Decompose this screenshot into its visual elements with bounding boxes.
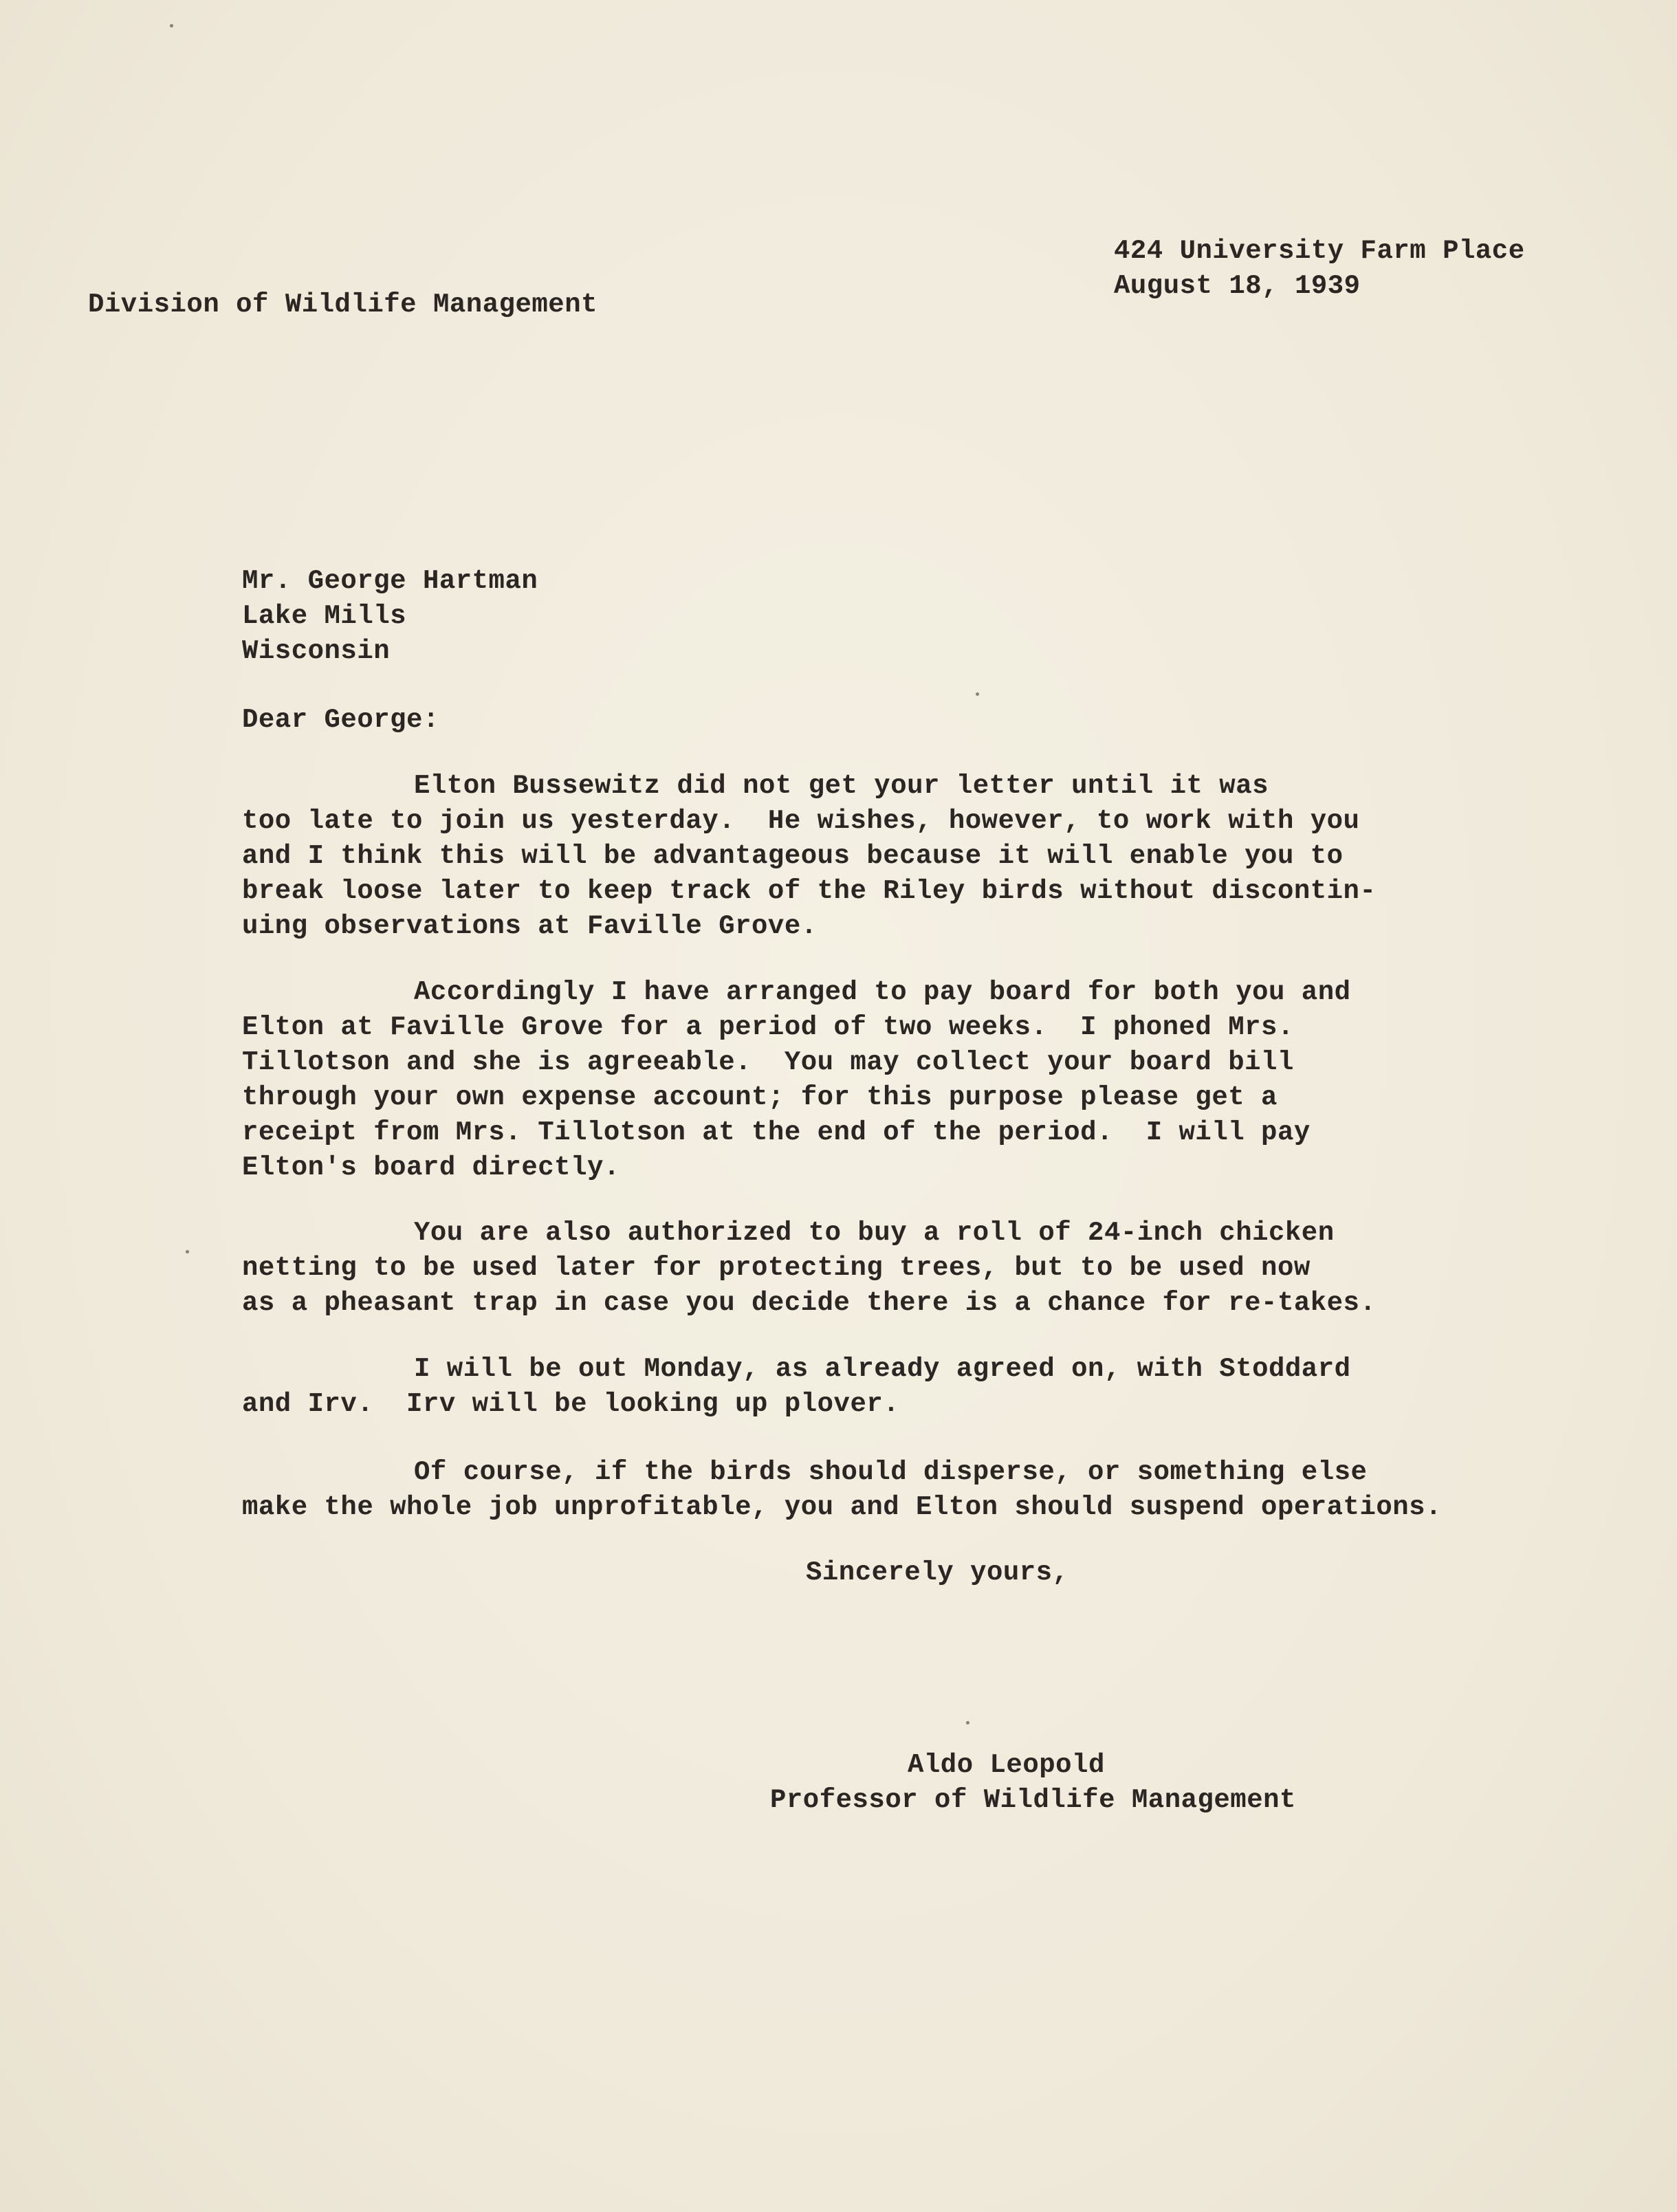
paragraph-line: uing observations at Faville Grove. — [242, 911, 818, 941]
paragraph-line: Elton at Faville Grove for a period of two weeks. I phoned Mrs. — [242, 1012, 1294, 1042]
signatory-name: Aldo Leopold — [908, 1750, 1105, 1780]
paragraph-line: I will be out Monday, as already agreed on, with Stoddard — [414, 1354, 1351, 1384]
paper-speck — [186, 1250, 189, 1253]
paragraph-line: Elton's board directly. — [242, 1152, 620, 1183]
paragraph-line: Elton Bussewitz did not get your letter until it was — [414, 771, 1269, 801]
paragraph-line: receipt from Mrs. Tillotson at the end of the period. I will pay — [242, 1117, 1311, 1148]
paragraph-line: Accordingly I have arranged to pay board for both you and — [414, 977, 1351, 1007]
body-paragraph-2 — [242, 975, 1351, 1185]
paragraph-line: as a pheasant trap in case you decide there is a chance for re-takes. — [242, 1288, 1377, 1318]
body-paragraph-5 — [242, 1455, 1442, 1525]
paragraph-line: Of course, if the birds should disperse, or something else — [414, 1457, 1368, 1487]
paragraph-line: too late to join us yesterday. He wishes, however, to work with you — [242, 806, 1360, 836]
body-paragraph-1 — [242, 769, 1376, 944]
paragraph-line: through your own expense account; for this purpose please get a — [242, 1082, 1278, 1113]
paragraph-line: You are also authorized to buy a roll of 24-inch chicken — [414, 1218, 1335, 1248]
closing: Sincerely yours, — [806, 1557, 1069, 1588]
recipient-name: Mr. George Hartman — [242, 566, 538, 596]
paragraph-line: and I think this will be advantageous because it will enable you to — [242, 841, 1344, 871]
paragraph-line: Tillotson and she is agreeable. You may collect your board bill — [242, 1047, 1294, 1077]
paper-speck — [966, 1721, 969, 1724]
letter-date: August 18, 1939 — [1114, 271, 1361, 301]
paper-speck — [170, 24, 173, 28]
recipient-city: Lake Mills — [242, 601, 407, 631]
sender-address: 424 University Farm Place — [1114, 236, 1525, 266]
paper-speck — [976, 692, 979, 696]
paragraph-line: make the whole job unprofitable, you and Elton should suspend operations. — [242, 1492, 1442, 1522]
body-paragraph-3 — [242, 1216, 1376, 1321]
signatory-title: Professor of Wildlife Management — [770, 1785, 1296, 1815]
salutation: Dear George: — [242, 705, 439, 735]
recipient-state: Wisconsin — [242, 636, 391, 666]
division-heading: Division of Wildlife Management — [88, 289, 598, 320]
paragraph-line: netting to be used later for protecting trees, but to be used now — [242, 1253, 1311, 1283]
paragraph-line: and Irv. Irv will be looking up plover. — [242, 1389, 900, 1419]
paragraph-line: break loose later to keep track of the Riley birds without discontin- — [242, 876, 1377, 906]
body-paragraph-4 — [242, 1352, 1351, 1422]
